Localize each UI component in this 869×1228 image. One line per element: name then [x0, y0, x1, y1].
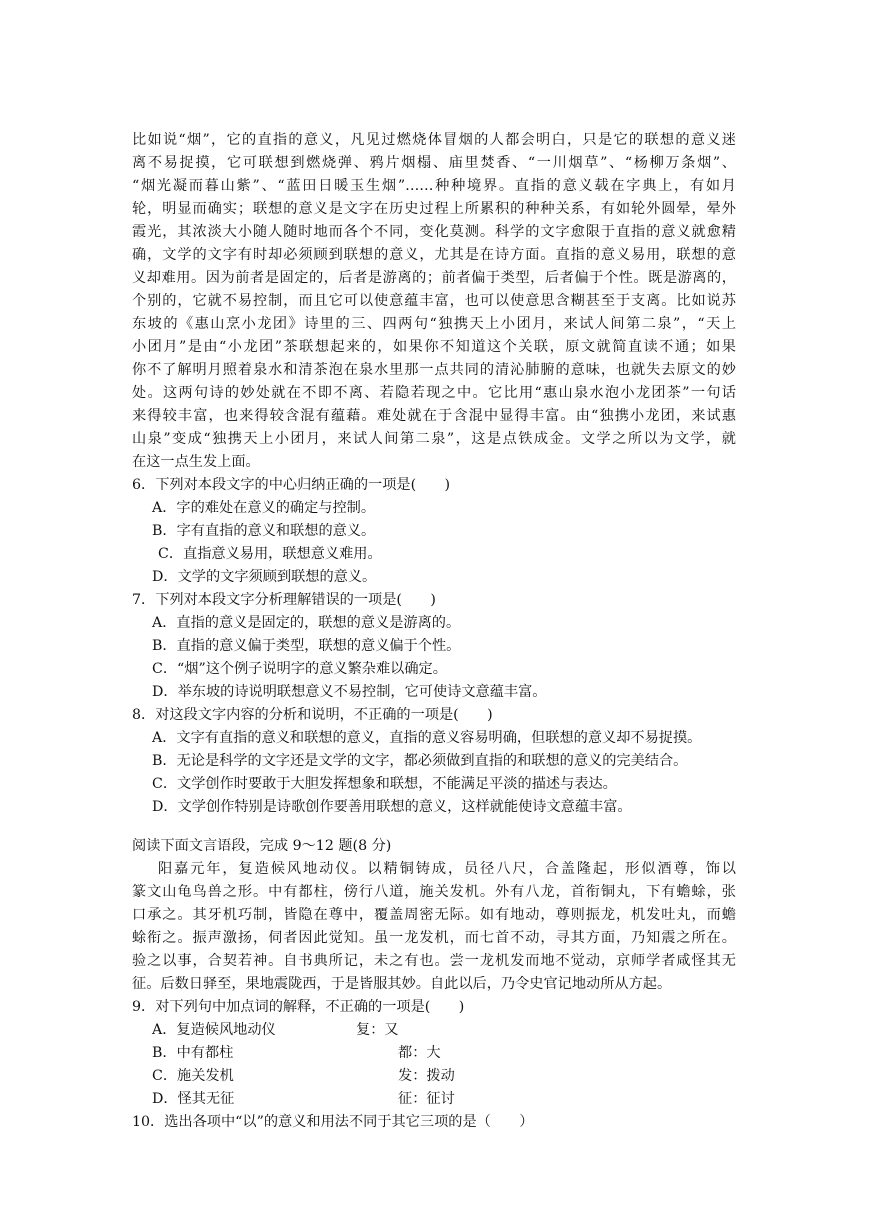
passage-line: “烟光凝而暮山紫”、“蓝田日暖玉生烟”……种种境界。直指的意义载在字典上，有如月: [132, 178, 736, 194]
question-stem: 10．选出各项中“以”的意义和用法不同于其它三项的是（ ）: [132, 1114, 534, 1130]
option-c-gloss: 发：拨动: [398, 1068, 455, 1084]
option-c: C．直指意义易用，联想意义难用。: [158, 546, 382, 562]
passage-line: 蜍衔之。振声激扬，伺者因此觉知。虽一龙发机，而七首不动，寻其方面，乃知震之所在。: [132, 930, 736, 946]
option-c: C．文学创作时要敢于大胆发挥想象和联想，不能满足平淡的描述与表达。: [152, 776, 617, 792]
passage-line: 东坡的《惠山烹小龙团》诗里的三、四两句“独携天上小团月，来试人间第二泉”，“天上: [132, 316, 736, 332]
option-b: B．无论是科学的文字还是文学的文字，都必须做到直指的和联想的意义的完美结合。: [152, 753, 688, 769]
question-stem: 8．对这段文字内容的分析和说明，不正确的一项是( ): [132, 707, 493, 723]
option-d: D．怪其无征: [152, 1091, 235, 1107]
passage-line: 验之以事，合契若神。自书典所记，未之有也。尝一龙机发而地不觉动，京师学者咸怪其无: [132, 953, 736, 969]
option-d: D．文学的文字须顾到联想的意义。: [152, 569, 377, 585]
option-d: D．文学创作特别是诗歌创作要善用联想的意义，这样就能使诗文意蕴丰富。: [152, 799, 632, 815]
passage-line: 来得较丰富，也来得较含混有蕴藉。难处就在于含混中显得丰富。由“独携小龙团，来试惠: [132, 408, 736, 424]
question-stem: 6．下列对本段文字的中心归纳正确的一项是( ): [132, 477, 451, 493]
passage-line: 篆文山龟鸟兽之形。中有都柱，傍行八道，施关发机。外有八龙，首衔铜丸，下有蟾蜍，张: [132, 884, 736, 900]
option-b: B．直指的意义偏于类型，联想的意义偏于个性。: [152, 638, 461, 654]
passage-line: 离不易捉摸，它可联想到燃烧弹、鸦片烟榻、庙里焚香、“一川烟草”、“杨柳万条烟”、: [132, 155, 736, 171]
option-b: B．中有都柱: [152, 1045, 234, 1061]
passage-line: 阳嘉元年，复造候风地动仪。以精铜铸成，员径八尺，合盖隆起，形似酒尊，饰以: [158, 861, 736, 877]
passage-line: 霞光，其浓淡大小随人随时地而各个不同，变化莫测。科学的文字愈限于直指的意义就愈精: [132, 224, 736, 240]
passage-line: 小团月”是由“小龙团”茶联想起来的，如果你不知道这个关联，原文就简直读不通；如果: [132, 339, 736, 355]
option-a: A．字的难处在意义的确定与控制。: [152, 500, 376, 516]
option-c: C．“烟”这个例子说明字的意义繁杂难以确定。: [152, 661, 447, 677]
option-d: D．举东坡的诗说明联想意义不易控制，它可使诗文意蕴丰富。: [152, 684, 547, 700]
section-intro: 阅读下面文言语段，完成 9～12 题(8 分): [132, 838, 392, 854]
passage-line: 你不了解明月照着泉水和清茶泡在泉水里那一点共同的清沁肺腑的意味，也就失去原文的妙: [132, 362, 736, 378]
passage-line: 口承之。其牙机巧制，皆隐在尊中，覆盖周密无际。如有地动，尊则振龙，机发吐丸，而蟾: [132, 907, 736, 923]
option-b-gloss: 都：大: [398, 1045, 441, 1061]
question-stem: 7．下列对本段文字分析理解错误的一项是( ): [132, 592, 436, 608]
option-a: A．文字有直指的意义和联想的意义，直指的意义容易明确，但联想的意义却不易捉摸。: [152, 730, 702, 746]
passage-line: 山泉”变成“独携天上小团月，来试人间第二泉”，这是点铁成金。文学之所以为文学，就: [132, 431, 736, 447]
passage-line: 在这一点生发上面。: [132, 454, 260, 470]
option-a: A．直指的意义是固定的，联想的意义是游离的。: [152, 615, 461, 631]
option-a: A．复造候风地动仪: [152, 1022, 276, 1038]
passage-line: 个别的，它就不易控制，而且它可以使意蕴丰富，也可以使意思含糊甚至于支离。比如说苏: [132, 293, 736, 309]
question-stem: 9．对下列句中加点词的解释，不正确的一项是( ): [132, 999, 465, 1015]
option-d-gloss: 征：征讨: [398, 1091, 455, 1107]
option-c: C．施关发机: [152, 1068, 234, 1084]
passage-line: 轮，明显而确实；联想的意义是文字在历史过程上所累积的种种关系，有如轮外圆晕，晕外: [132, 201, 736, 217]
passage-line: 比如说“烟”，它的直指的意义，凡见过燃烧体冒烟的人都会明白，只是它的联想的意义迷: [132, 132, 736, 148]
option-b: B．字有直指的意义和联想的意义。: [152, 523, 376, 539]
passage-line: 征。后数日驿至，果地震陇西，于是皆服其妙。自此以后，乃令史官记地动所从方起。: [132, 976, 672, 992]
option-a-gloss: 复：又: [356, 1022, 399, 1038]
passage-line: 义却难用。因为前者是固定的，后者是游离的；前者偏于类型，后者偏于个性。既是游离的，: [132, 270, 736, 286]
passage-line: 确，文学的文字有时却必须顾到联想的意义，尤其是在诗方面。直指的意义易用，联想的意: [132, 247, 736, 263]
passage-line: 处。这两句诗的妙处就在不即不离、若隐若现之中。它比用“惠山泉水泡小龙团茶”一句话: [132, 385, 736, 401]
